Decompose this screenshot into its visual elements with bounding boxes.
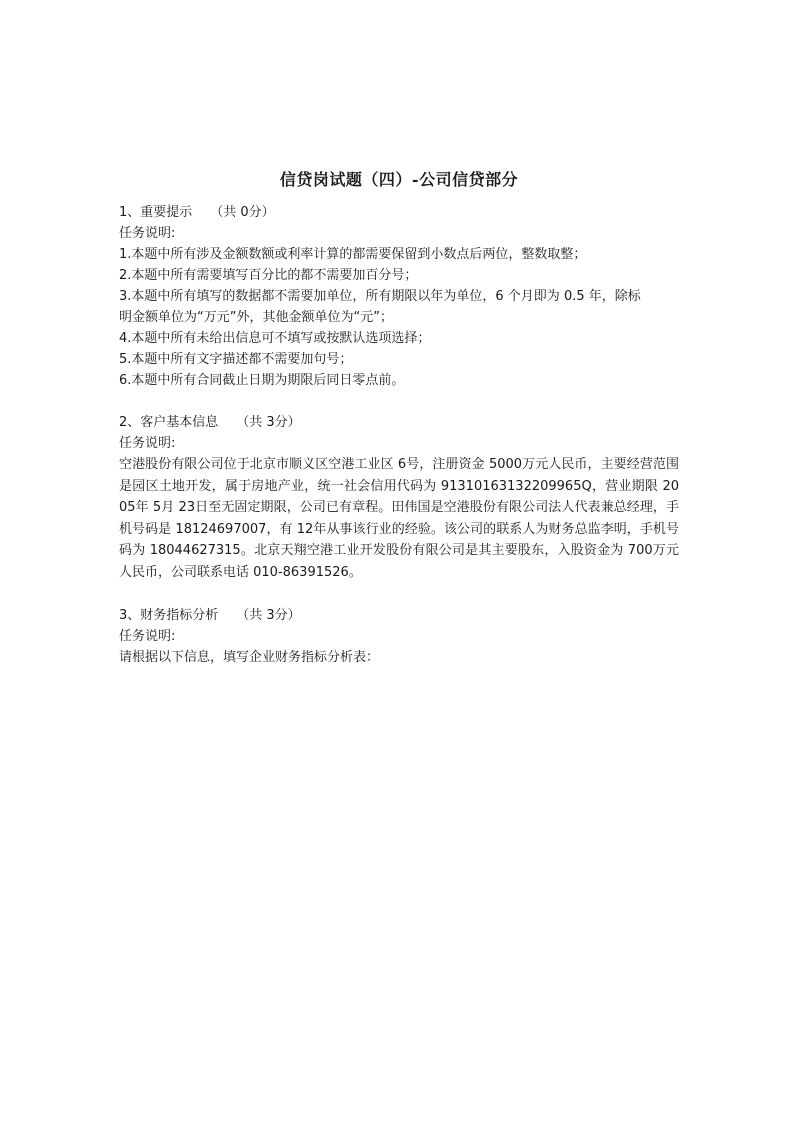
task-label: 任务说明:: [119, 628, 176, 644]
note-item: 1.本题中所有涉及金额数额或利率计算的都需要保留到小数点后两位，整数取整；: [119, 247, 587, 262]
section-heading: [119, 412, 679, 433]
section-customer-info: [119, 412, 679, 584]
section-heading-text: 2、客户基本信息: [119, 415, 219, 430]
document-title: 信贷岗试题（四）-公司信贷部分: [279, 170, 519, 189]
note-item: 4.本题中所有未给出信息可不填写或按默认选项选择；: [119, 331, 431, 346]
section-points: （共 3分）: [236, 607, 301, 623]
section-points: （共 0分）: [210, 205, 275, 220]
document-page: [119, 168, 679, 689]
task-label: 任务说明:: [119, 436, 176, 451]
section-heading: [119, 605, 679, 626]
task-label: 任务说明:: [119, 226, 176, 241]
section-heading-text: 3、财务指标分析: [119, 607, 219, 623]
note-item: 明金额单位为“万元”外，其他金额单位为“元”；: [119, 310, 393, 325]
section-points: （共 3分）: [236, 415, 301, 430]
customer-info-paragraph: 空港股份有限公司位于北京市顺义区空港工业区 6号，注册资金 5000万元人民币，主要经营范围是园区土地开发，属于房地产业，统一社会信用代码为 91310163132209965Q，营业期限 2005年 5月 23日至无固定期限，公司已有章程。田伟国是空港股份有限公司法人代表兼总经理，手机号码是 18124697007，有 12年从事该行业的经验。该公司的联系人为财务总监李明，手机号码为 18044627315。北京天翔空港工业开发股份有限公司是其主要股东，入股资金为 700万元人民币，公司联系电话 010-86391526。: [119, 457, 679, 580]
note-item: 5.本题中所有文字描述都不需要加句号；: [119, 352, 353, 367]
section-financial-analysis: [119, 605, 679, 668]
section-important-notes: [119, 202, 679, 391]
financial-analysis-instruction: 请根据以下信息，填写企业财务指标分析表：: [119, 649, 380, 665]
section-heading-text: 1、重要提示: [119, 205, 193, 220]
note-item: 2.本题中所有需要填写百分比的都不需要加百分号；: [119, 268, 418, 283]
note-item: 3.本题中所有填写的数据都不需要加单位，所有期限以年为单位，6 个月即为 0.5 年，除标: [119, 289, 641, 304]
note-item: 6.本题中所有合同截止日期为期限后同日零点前。: [119, 373, 405, 388]
section-heading: [119, 202, 679, 223]
